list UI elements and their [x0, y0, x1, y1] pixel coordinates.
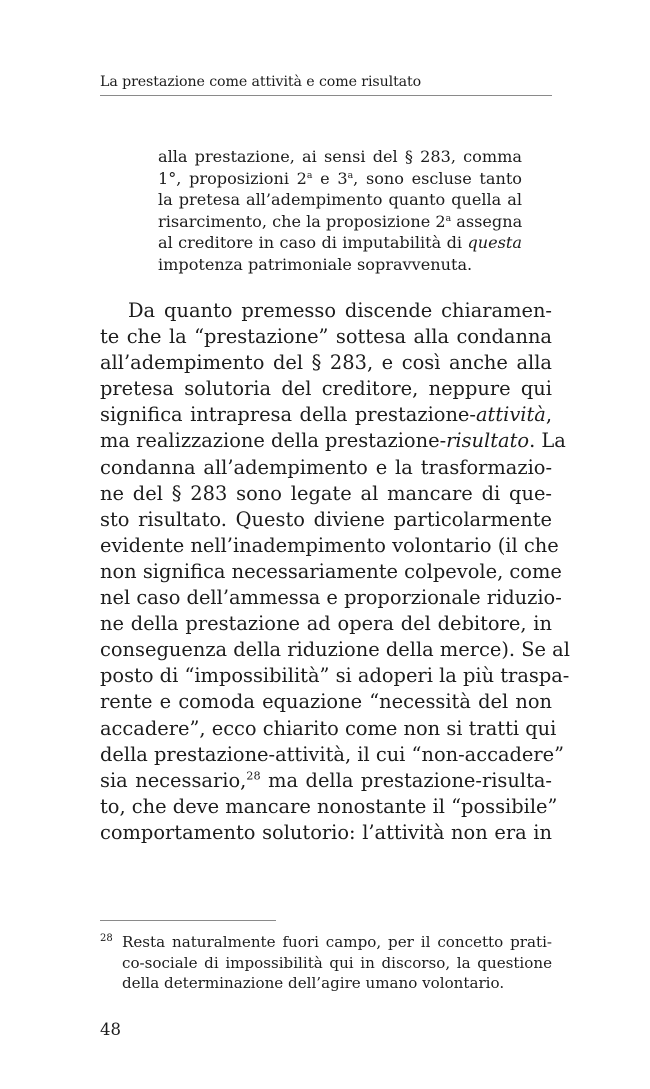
- quote-text: , sono escluse tanto: [353, 168, 522, 188]
- superscript: a: [347, 169, 354, 181]
- body-text: pretesa solutoria del creditore, neppure qui: [100, 377, 552, 401]
- body-line: [100, 376, 552, 402]
- body-line: [100, 507, 552, 533]
- body-line: [100, 455, 552, 481]
- body-line: [100, 428, 566, 454]
- page-number: 48: [100, 1020, 121, 1039]
- running-header: La prestazione come attività e come risultato: [100, 74, 422, 90]
- quote-text: impotenza patrimoniale sopravvenuta.: [158, 254, 473, 274]
- footnote-reference[interactable]: 28: [246, 769, 261, 783]
- body-line: [100, 402, 552, 428]
- body-text: rente e comoda equazione “necessità del non: [100, 690, 552, 714]
- body-text: to, che deve mancare nonostante il “possibile”: [100, 794, 558, 818]
- body-text: significa intrapresa della prestazione-: [100, 403, 476, 427]
- footnote-row: [100, 932, 552, 994]
- footnote-line: della determinazione dell’agire umano volontario.: [122, 974, 505, 993]
- body-line: [100, 742, 565, 768]
- quote-line: [158, 254, 522, 276]
- quote-line: [158, 211, 522, 233]
- superscript: a: [445, 212, 452, 224]
- footnote-line: co-sociale di impossibilità qui in discorso, la questione: [122, 953, 552, 972]
- header-rule: [100, 95, 552, 96]
- body-line: [100, 533, 559, 559]
- body-text: nel caso dell’ammessa e proporzionale riduzio-: [100, 586, 562, 610]
- body-line: [100, 298, 552, 324]
- body-line: [100, 716, 557, 742]
- body-text: accadere”, ecco chiarito come non si tratti qui: [100, 716, 557, 740]
- body-text: te che la “prestazione” sottesa alla condanna: [100, 325, 552, 349]
- body-line: [100, 559, 562, 585]
- quote-text: alla prestazione, ai sensi del § 283, comma: [158, 147, 522, 166]
- body-text: sia necessario,: [100, 768, 247, 792]
- quote-line: [158, 232, 522, 254]
- body-line: [100, 324, 552, 350]
- body-text: ,: [545, 403, 552, 427]
- superscript: a: [306, 169, 313, 181]
- footnote-number: 28: [100, 933, 113, 944]
- body-paragraph: [100, 298, 570, 846]
- body-text: posto di “impossibilità” si adoperi la più traspa-: [100, 664, 570, 688]
- footnote-rule: [100, 920, 276, 921]
- footnote-line: Resta naturalmente fuori campo, per il concetto prati-: [122, 933, 552, 951]
- body-text: all’adempimento del § 283, e così anche alla: [100, 351, 552, 375]
- body-line: [100, 663, 570, 689]
- body-text: ne del § 283 sono legate al mancare di que-: [100, 481, 552, 505]
- quote-text: risarcimento, che la proposizione 2: [158, 211, 446, 231]
- body-line: [100, 350, 552, 376]
- body-text: evidente nell’inadempimento volontario (il che: [100, 533, 559, 557]
- footnote-text-block: [122, 932, 552, 994]
- body-line: [100, 768, 552, 794]
- quote-line: [158, 168, 522, 190]
- body-text: condanna all’adempimento e la trasformazio-: [100, 455, 552, 479]
- body-text: non significa necessariamente colpevole, come: [100, 559, 562, 583]
- quote-text: la pretesa all’adempimento quanto quella al: [158, 190, 522, 210]
- emphasis: questa: [467, 233, 522, 253]
- body-text: ne della prestazione ad opera del debitore, in: [100, 612, 552, 636]
- emphasis: attività: [475, 403, 546, 427]
- quote-text: assegna: [451, 211, 523, 231]
- body-line: [100, 611, 552, 637]
- footnote: [100, 932, 552, 994]
- body-text: ma realizzazione della prestazione-: [100, 429, 447, 453]
- body-line: [100, 585, 562, 611]
- body-line: [100, 481, 552, 507]
- body-text: . La: [529, 429, 566, 453]
- body-text: della prestazione-attività, il cui “non-accadere”: [100, 742, 565, 766]
- body-text: conseguenza della riduzione della merce). Se al: [100, 638, 570, 662]
- quote-text: 1°, proposizioni 2: [158, 168, 307, 188]
- body-line: [100, 794, 558, 820]
- block-quote: [158, 146, 522, 276]
- quote-line: [158, 189, 522, 211]
- body-text: Da quanto premesso discende chiaramen-: [128, 299, 552, 322]
- body-line: [100, 820, 552, 846]
- body-text: comportamento solutorio: l’attività non era in: [100, 820, 552, 844]
- body-text: sto risultato. Questo diviene particolarmente: [100, 507, 552, 531]
- body-line: [100, 689, 552, 715]
- body-line: [100, 637, 570, 663]
- emphasis: risultato: [446, 429, 530, 453]
- body-text: ma della prestazione-risulta-: [260, 768, 552, 792]
- quote-line: [158, 146, 522, 168]
- quote-text: al creditore in caso di imputabilità di: [158, 233, 468, 253]
- quote-text: e 3: [312, 168, 348, 188]
